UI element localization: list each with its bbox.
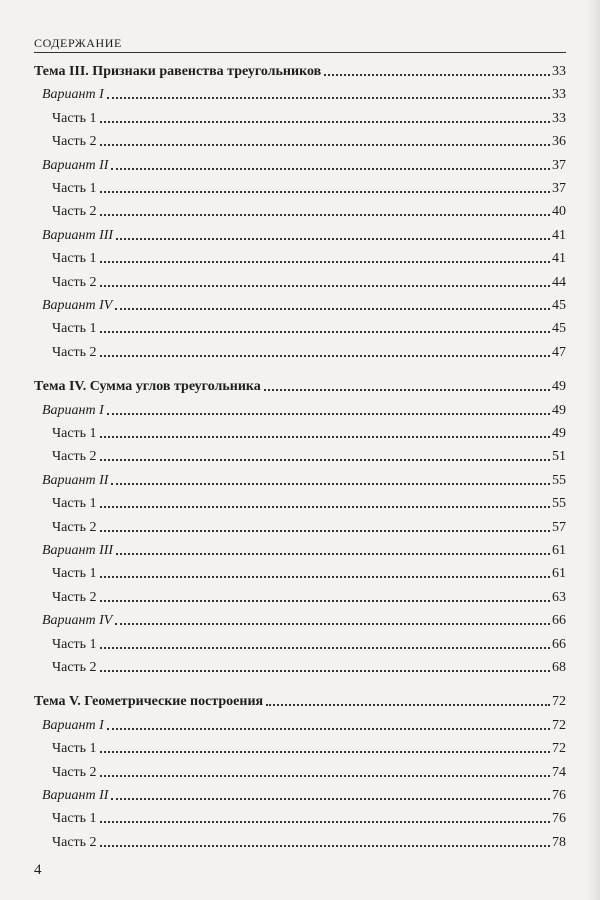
dot-leader — [115, 308, 550, 310]
dot-leader — [100, 751, 550, 753]
toc-part-entry — [34, 269, 566, 291]
dot-leader — [107, 413, 550, 415]
toc-entry-title: Вариант II — [42, 157, 109, 173]
toc-entry-title: Часть 1 — [52, 321, 97, 337]
toc-entry-title: Часть 2 — [52, 764, 97, 780]
toc-variant-entry — [34, 222, 566, 244]
toc-entry-title: Часть 1 — [52, 566, 97, 582]
toc-entry-page: 72 — [552, 741, 566, 757]
toc-entry-page: 78 — [552, 834, 566, 850]
toc-entry-title: Часть 1 — [52, 496, 97, 512]
toc-entry-page: 76 — [552, 788, 566, 803]
toc-part-entry — [34, 128, 566, 150]
toc-entry-page: 47 — [552, 344, 566, 360]
toc-entry-page: 49 — [552, 402, 566, 418]
toc-variant-entry — [34, 712, 566, 734]
toc-entry-page: 51 — [552, 449, 566, 465]
toc-entry-title: Часть 1 — [52, 426, 97, 441]
dot-leader — [107, 728, 550, 730]
toc-variant-entry — [34, 81, 566, 103]
dot-leader — [324, 74, 550, 76]
toc-part-entry — [34, 759, 566, 781]
dot-leader — [100, 121, 550, 123]
toc-part-entry — [34, 560, 566, 582]
dot-leader — [100, 331, 550, 333]
toc-entry-page: 55 — [552, 496, 566, 512]
toc-part-entry — [34, 198, 566, 220]
toc-entry-title: Часть 1 — [52, 811, 97, 827]
dot-leader — [111, 798, 550, 800]
toc-entry-page: 61 — [552, 543, 566, 558]
toc-entry-title: Вариант IV — [42, 298, 113, 313]
toc-entry-page: 55 — [552, 472, 566, 488]
toc-entry-title: Тема IV. Сумма углов треугольника — [34, 379, 261, 395]
toc-part-entry — [34, 514, 566, 536]
dot-leader — [100, 845, 550, 847]
toc-entry-title: Часть 2 — [52, 660, 97, 675]
toc-entry-title: Вариант IV — [42, 613, 113, 629]
dot-leader — [100, 576, 550, 578]
toc-entry-title: Вариант II — [42, 788, 109, 803]
toc-part-entry — [34, 105, 566, 127]
toc-entry-page: 37 — [552, 181, 566, 196]
toc-entry-title: Часть 2 — [52, 519, 97, 535]
page-number: 4 — [34, 862, 42, 878]
toc-entry-page: 72 — [552, 694, 566, 710]
toc-entry-title: Часть 2 — [52, 449, 97, 465]
toc-topic-entry — [34, 58, 566, 80]
toc-entry-title: Вариант I — [42, 402, 104, 418]
toc-entry-page: 68 — [552, 660, 566, 675]
toc-entry-page: 72 — [552, 717, 566, 733]
toc-entry-title: Часть 1 — [52, 251, 97, 267]
toc-entry-title: Тема III. Признаки равенства треугольников — [34, 64, 322, 79]
toc-entry-page: 45 — [552, 321, 566, 337]
toc-part-entry — [34, 175, 566, 197]
dot-leader — [100, 506, 550, 508]
toc-entry-page: 33 — [552, 110, 566, 126]
toc-entry-page: 44 — [552, 274, 566, 290]
toc-entry-page: 36 — [552, 134, 566, 150]
toc-entry-title: Часть 1 — [52, 110, 97, 126]
toc-entry-title: Часть 2 — [52, 134, 97, 150]
page-edge-shadow — [586, 0, 600, 900]
toc-variant-entry — [34, 537, 566, 559]
toc-entry-page: 61 — [552, 566, 566, 582]
toc-entry-page: 33 — [552, 64, 566, 79]
toc-variant-entry — [34, 467, 566, 489]
toc-entry-page: 66 — [552, 613, 566, 629]
toc-part-entry — [34, 339, 566, 361]
dot-leader — [116, 553, 550, 555]
dot-leader — [100, 285, 550, 287]
dot-leader — [100, 214, 550, 216]
toc-entry-page: 33 — [552, 87, 566, 103]
toc-entry-title: Часть 2 — [52, 204, 97, 220]
toc-entry-title: Часть 2 — [52, 274, 97, 290]
toc-entry-title: Часть 2 — [52, 834, 97, 850]
dot-leader — [100, 600, 550, 602]
dot-leader — [100, 821, 550, 823]
dot-leader — [100, 775, 550, 777]
toc-part-entry — [34, 654, 566, 676]
dot-leader — [107, 97, 550, 99]
toc-variant-entry — [34, 397, 566, 419]
dot-leader — [115, 623, 550, 625]
toc-part-entry — [34, 584, 566, 606]
dot-leader — [100, 670, 550, 672]
dot-leader — [111, 483, 550, 485]
toc-entry-page: 76 — [552, 811, 566, 827]
toc-variant-entry — [34, 607, 566, 629]
toc-entry-page: 66 — [552, 636, 566, 652]
dot-leader — [100, 459, 550, 461]
toc-entry-page: 40 — [552, 204, 566, 220]
toc-part-entry — [34, 315, 566, 337]
toc-part-entry — [34, 829, 566, 851]
dot-leader — [116, 238, 550, 240]
toc-variant-entry — [34, 292, 566, 314]
toc-entry-page: 37 — [552, 157, 566, 173]
toc-entry-title: Вариант I — [42, 717, 104, 733]
toc-topic-entry — [34, 373, 566, 395]
toc-entry-title: Часть 1 — [52, 636, 97, 652]
toc-entry-page: 63 — [552, 589, 566, 605]
toc-part-entry — [34, 420, 566, 442]
toc-entry-title: Часть 1 — [52, 741, 97, 757]
toc-topic-entry — [34, 688, 566, 710]
toc-entry-page: 49 — [552, 426, 566, 441]
toc-variant-entry — [34, 782, 566, 804]
dot-leader — [111, 168, 550, 170]
toc-entry-page: 49 — [552, 379, 566, 395]
toc-entry-page: 41 — [552, 251, 566, 267]
toc-entry-title: Вариант III — [42, 543, 114, 558]
toc-entry-page: 41 — [552, 227, 566, 243]
toc-entry-page: 74 — [552, 764, 566, 780]
toc-entry-title: Часть 2 — [52, 589, 97, 605]
dot-leader — [100, 436, 550, 438]
dot-leader — [100, 355, 550, 357]
toc-part-entry — [34, 735, 566, 757]
dot-leader — [100, 191, 550, 193]
toc-part-entry — [34, 443, 566, 465]
toc-part-entry — [34, 805, 566, 827]
dot-leader — [264, 389, 550, 391]
toc-entry-page: 57 — [552, 519, 566, 535]
toc-entry-title: Вариант I — [42, 87, 104, 103]
dot-leader — [266, 704, 550, 706]
dot-leader — [100, 144, 550, 146]
toc-variant-entry — [34, 152, 566, 174]
toc-entry-title: Вариант II — [42, 472, 109, 488]
toc-part-entry — [34, 245, 566, 267]
toc-entry-title: Часть 2 — [52, 344, 97, 360]
toc-part-entry — [34, 631, 566, 653]
toc-entry-title: Тема V. Геометрические построения — [34, 694, 264, 710]
dot-leader — [100, 647, 550, 649]
running-header: СОДЕРЖАНИЕ — [34, 36, 566, 53]
toc-part-entry — [34, 490, 566, 512]
dot-leader — [100, 261, 550, 263]
toc-entry-page: 45 — [552, 298, 566, 313]
dot-leader — [100, 530, 550, 532]
toc-entry-title: Вариант III — [42, 227, 114, 243]
toc-entry-title: Часть 1 — [52, 181, 97, 196]
